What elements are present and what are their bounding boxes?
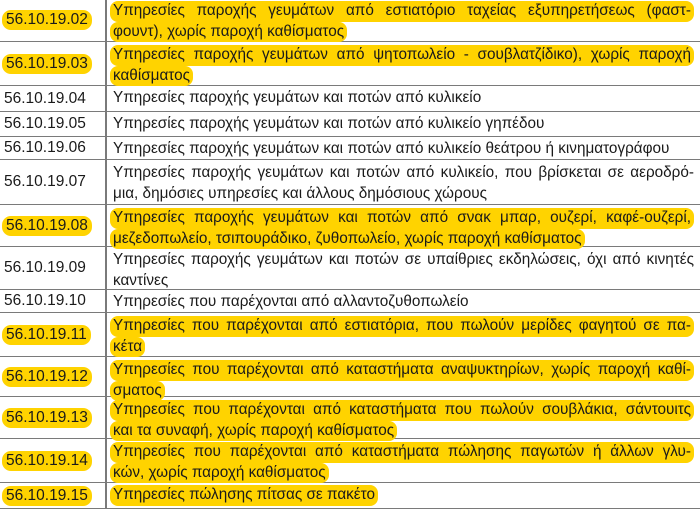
description-line [113,1,694,22]
table-row [0,439,700,483]
description-line [113,316,694,337]
description-text: Υπηρεσίες παροχής γευμάτων και ποτών από κυλικείο θεάτρου ή κινηματογράφου [113,140,670,157]
description-cell [107,0,700,41]
description-text: καντίνες [113,271,169,289]
description-text: φουντ), χωρίς παροχή καθίσματος [110,22,347,43]
table-row [0,313,700,357]
table-row [0,137,700,160]
description-text: κών, χωρίς παροχή καθίσματος [110,463,329,484]
description-text: Υπηρεσίες παροχής γευμάτων από εστιατόριο ταχείας εξυπηρετήσεως (φαστ- [110,1,694,22]
description-cell [107,160,700,204]
description-cell [107,205,700,246]
table-row [0,112,700,137]
product-code: 56.10.19.10 [4,292,86,309]
description-cell [107,483,700,508]
description-text: Υπηρεσίες παροχής γευμάτων και ποτών από κυλικείο γηπέδου [113,115,545,132]
table-row [0,397,700,439]
description-line [113,45,694,66]
product-code: 56.10.19.14 [2,451,92,471]
table-row [0,86,700,112]
description-cell [107,247,700,289]
description-line [113,360,694,381]
description-line [113,400,694,421]
description-cell [107,137,700,159]
product-code-cell [0,42,107,85]
product-code-cell [0,160,107,204]
product-code: 56.10.19.06 [4,139,86,156]
description-text: κέτα [110,337,145,358]
product-code-cell [0,290,107,312]
product-code: 56.10.19.08 [2,216,92,236]
table-row [0,0,700,42]
product-code: 56.10.19.11 [2,325,91,345]
table-row [0,357,700,397]
description-cell [107,357,700,399]
product-code-cell [0,0,107,41]
description-cell [107,313,700,356]
description-text: Υπηρεσίες που παρέχονται από καταστήματα αναψυκτηρίων, χωρίς παροχή καθί- [110,360,694,381]
description-line [113,208,694,229]
description-line [113,229,694,250]
description-cell [107,42,700,85]
description-text: καθίσματος [110,66,193,87]
product-code-cell [0,397,107,438]
description-line [113,163,694,184]
description-text: Υπηρεσίες παροχής γευμάτων και ποτών από σνακ μπαρ, ουζερί, καφέ-ουζερί, [110,208,694,229]
product-code-cell [0,86,107,111]
description-cell [107,439,700,482]
description-line [113,66,694,87]
product-code-cell [0,247,107,289]
description-text: μεζεδοπωλείο, τσιπουράδικο, ζυθοπωλείο, χωρίς παροχή καθίσματος [110,229,585,250]
description-line [113,421,694,442]
description-line [113,271,694,292]
description-cell [107,290,700,312]
description-text: Υπηρεσίες που παρέχονται από εστιατόρια, που πωλούν μερίδες φαγητού σε πα- [110,316,694,337]
description-text: Υπηρεσίες παροχής γευμάτων και ποτών σε υπαίθριες εκδηλώσεις, όχι από κινητές [113,251,694,268]
product-code: 56.10.19.04 [4,89,86,107]
product-code-cell [0,137,107,159]
description-text: Υπηρεσίες παροχής γευμάτων και ποτών από κυλικείο, που βρίσκεται σε αεροδρό- [113,164,694,181]
description-text: Υπηρεσίες παροχής γευμάτων από ψητοπωλείο - σουβλατζίδικο), χωρίς παροχή [110,45,694,66]
description-text: σματος [110,381,165,402]
product-code: 56.10.19.03 [2,54,92,74]
description-line [113,88,694,109]
description-text: μια, δημόσιες υπηρεσίες και άλλους δημόσιους χώρους [113,184,487,202]
description-text: και τα συναφή, χωρίς παροχή καθίσματος [110,421,397,442]
product-code: 56.10.19.07 [4,173,86,190]
description-line [113,292,694,313]
description-text: Υπηρεσίες παροχής γευμάτων και ποτών από κυλικείο [113,89,482,106]
table-row [0,483,700,509]
description-cell [107,397,700,438]
description-cell [107,86,700,111]
description-text: Υπηρεσίες που παρέχονται από καταστήματα που πωλούν σουβλάκια, σάντουιτς [110,400,694,421]
product-code: 56.10.19.05 [4,115,86,132]
description-text: Υπηρεσίες που παρέχονται από καταστήματα πώλησης παγωτών ή άλλων γλυ- [110,442,694,463]
product-code-cell [0,112,107,136]
table-row [0,160,700,205]
description-line [113,114,694,135]
description-text: Υπηρεσίες που παρέχονται από αλλαντοζυθοπωλείο [113,293,469,310]
product-code-cell [0,313,107,356]
product-code: 56.10.19.12 [2,367,92,387]
product-code: 56.10.19.15 [2,486,92,506]
description-cell [107,112,700,136]
product-code-cell [0,357,107,396]
description-line [113,337,694,358]
description-line [113,184,694,205]
table-row [0,247,700,290]
product-code: 56.10.19.02 [2,10,92,30]
product-code: 56.10.19.09 [4,259,86,276]
product-code-cell [0,483,107,508]
table-row [0,205,700,247]
table-row [0,42,700,86]
product-code-cell [0,205,107,246]
description-line [113,485,694,506]
description-line [113,139,694,160]
product-code-cell [0,439,107,482]
table-row [0,290,700,313]
description-line [113,22,694,43]
description-line [113,463,694,484]
description-line [113,442,694,463]
product-code: 56.10.19.13 [2,408,92,428]
description-text: Υπηρεσίες πώλησης πίτσας σε πακέτο [110,485,378,506]
description-line [113,250,694,271]
